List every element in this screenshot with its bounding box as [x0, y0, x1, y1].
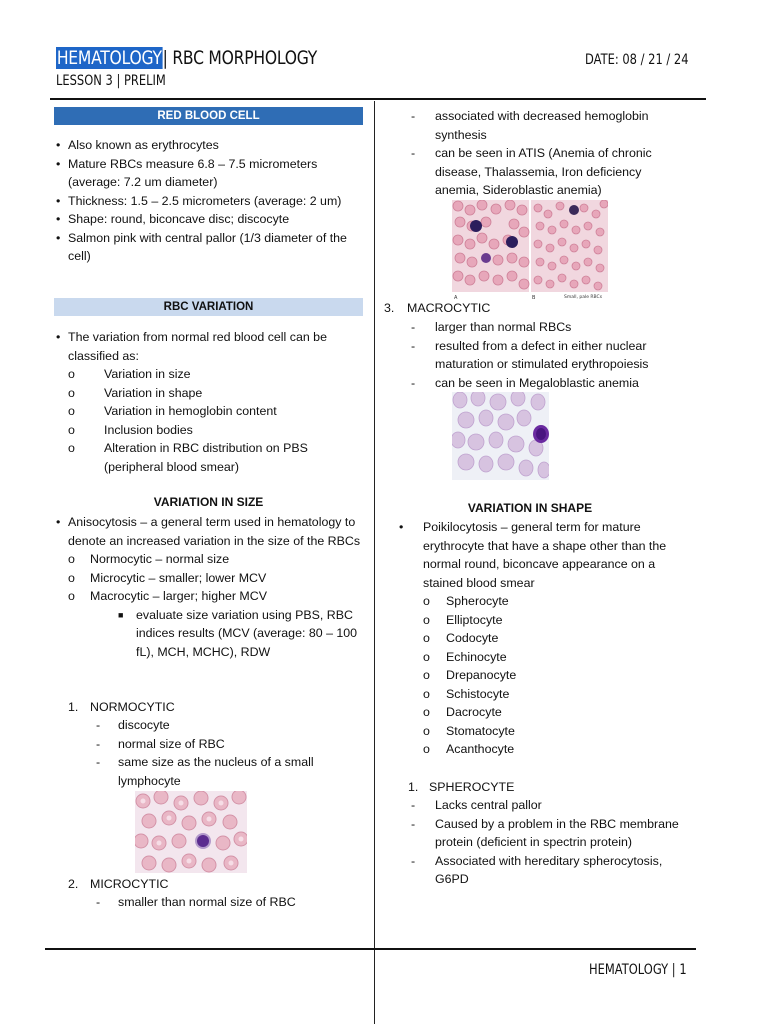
header-rule [50, 98, 706, 100]
circle-bullet-icon: o [423, 631, 430, 645]
rbc-bullet-list [56, 136, 362, 266]
microcytic-list [96, 893, 336, 912]
bullet-icon: • [399, 520, 404, 534]
list-item: - can be seen in Megaloblastic anemia [411, 374, 681, 393]
list-item: - Lacks central pallor [411, 796, 681, 815]
list-item: - associated with decreased hemoglobin synthesis [411, 109, 649, 142]
macrocytic-list [411, 318, 681, 392]
circle-bullet-icon: o [68, 570, 75, 585]
bullet-icon: • [56, 230, 61, 245]
red-blood-cell-heading: RED BLOOD CELL [54, 107, 363, 125]
dash-icon: - [411, 146, 416, 160]
list-item: o Codocyte [399, 629, 689, 648]
page-title [56, 47, 317, 69]
list-item: o Elliptocyte [399, 611, 689, 630]
lesson-subtitle: LESSON 3 | PRELIM [56, 73, 166, 89]
microcytic-continued-list [411, 107, 671, 200]
circle-bullet-icon: o [68, 404, 75, 418]
list-item: - discocyte [96, 716, 336, 735]
circle-bullet-icon: o [68, 367, 75, 381]
spherocyte-list [411, 796, 681, 889]
bullet-icon: • [56, 330, 61, 344]
circle-bullet-icon: o [423, 705, 430, 719]
circle-bullet-icon: o [68, 441, 75, 455]
list-item: o Spherocyte [399, 592, 689, 611]
title-rest: | RBC MORPHOLOGY [162, 47, 318, 69]
list-item: - larger than normal RBCs [411, 318, 681, 337]
list-item: o Macrocytic – larger; higher MCV [56, 587, 364, 606]
list-item: ■ evaluate size variation using PBS, RBC indices results (MCV (average: 80 – 100 fL), MCH, MCHC), RDW [118, 607, 358, 659]
rbc-variation-heading: RBC VARIATION [54, 298, 363, 316]
list-item: o Dacrocyte [399, 703, 689, 722]
dash-icon: - [411, 816, 416, 831]
list-item: • The variation from normal red blood cell can be classified as: [56, 330, 327, 363]
circle-bullet-icon: o [68, 385, 75, 400]
dash-icon: - [411, 338, 416, 353]
list-item: - same size as the nucleus of a small lymphocyte [96, 755, 314, 788]
list-item: o Acanthocyte [399, 740, 689, 759]
list-item: o Normocytic – normal size [56, 550, 364, 569]
spherocyte-number: 1. [408, 780, 419, 794]
size-list [56, 513, 364, 661]
caption-a: A [454, 295, 458, 300]
list-item: - Caused by a problem in the RBC membrane protein (deficient in spectrin protein) [411, 816, 679, 849]
dash-icon: - [96, 718, 101, 732]
caption-b: B [532, 295, 536, 300]
footer-rule [45, 948, 696, 950]
list-item: • Anisocytosis – a general term used in hematology to denote an increased variation in the size of the RBCs [56, 515, 361, 548]
circle-bullet-icon: o [423, 594, 430, 608]
dash-icon: - [411, 853, 416, 868]
list-item: o Echinocyte [399, 648, 689, 667]
list-item: • Poikilocytosis – general term for mature erythrocyte that have a shape other than the normal round, biconcave appearance on a stained blood smear [399, 520, 667, 590]
dash-icon: - [96, 895, 101, 909]
list-item: - smaller than normal size of RBC [96, 893, 336, 912]
column-divider [374, 101, 375, 1024]
shape-list [399, 518, 689, 759]
list-item: o Inclusion bodies [56, 421, 362, 440]
list-item: - can be seen in ATIS (Anemia of chronic disease, Thalassemia, Iron deficiency anemia, Sideroblastic anemia) [411, 146, 652, 197]
list-item: - normal size of RBC [96, 735, 336, 754]
circle-bullet-icon: o [68, 589, 75, 603]
circle-bullet-icon: o [423, 742, 430, 756]
macrocytic-smear-image [452, 392, 549, 480]
list-item: o Variation in shape [56, 384, 362, 403]
circle-bullet-icon: o [423, 649, 430, 664]
list-item: o Stomatocyte [399, 722, 689, 741]
title-highlight: HEMATOLOGY [56, 47, 162, 69]
normocytic-list [96, 716, 336, 790]
dash-icon: - [96, 736, 101, 751]
caption-small-pale: Small, pale RBCs [564, 295, 603, 300]
normocytic-smear-image [135, 791, 247, 873]
microcytic-heading: MICROCYTIC [90, 877, 169, 891]
bullet-icon: • [56, 138, 61, 152]
circle-bullet-icon: o [423, 668, 430, 682]
circle-bullet-icon: o [423, 723, 430, 738]
circle-bullet-icon: o [68, 552, 75, 566]
normocytic-heading: NORMOCYTIC [90, 700, 175, 714]
list-item: - Associated with hereditary spherocytosis, G6PD [411, 853, 663, 886]
dash-icon: - [411, 320, 416, 334]
circle-bullet-icon: o [68, 422, 75, 437]
bullet-icon: • [56, 515, 61, 529]
list-item: • Salmon pink with central pallor (1/3 diameter of the cell) [56, 230, 347, 263]
list-item: • Also known as erythrocytes [56, 136, 362, 155]
circle-bullet-icon: o [423, 612, 430, 627]
dash-icon: - [96, 755, 101, 769]
square-bullet-icon: ■ [118, 609, 124, 620]
bullet-icon: • [56, 193, 61, 208]
microcytic-smear-image [452, 200, 608, 300]
variation-in-shape-heading: VARIATION IN SHAPE [467, 501, 593, 515]
list-item: o Variation in size [56, 365, 362, 384]
page-footer: HEMATOLOGY | 1 [589, 962, 687, 978]
list-item: o Drepanocyte [399, 666, 689, 685]
variation-in-size-heading: VARIATION IN SIZE [153, 495, 264, 509]
list-item: - resulted from a defect in either nuclear maturation or stimulated erythropoiesis [411, 338, 649, 371]
dash-icon: - [411, 375, 416, 390]
list-item: o Variation in hemoglobin content [56, 402, 362, 421]
list-item: o Alteration in RBC distribution on PBS (peripheral blood smear) [68, 441, 308, 474]
list-item: o Schistocyte [399, 685, 689, 704]
variation-list [56, 328, 362, 476]
dash-icon: - [411, 109, 416, 123]
normocytic-number: 1. [68, 700, 79, 714]
bullet-icon: • [56, 156, 61, 171]
dash-icon: - [411, 798, 416, 812]
circle-bullet-icon: o [423, 686, 430, 701]
list-item: • Thickness: 1.5 – 2.5 micrometers (average: 2 um) [56, 192, 362, 211]
list-item: o Microcytic – smaller; lower MCV [56, 569, 364, 588]
list-item: • Mature RBCs measure 6.8 – 7.5 micrometers (average: 7.2 um diameter) [56, 156, 318, 189]
spherocyte-heading: SPHEROCYTE [429, 780, 515, 794]
date-label: DATE: 08 / 21 / 24 [585, 52, 689, 68]
macrocytic-number: 3. [384, 301, 395, 315]
bullet-icon: • [56, 212, 61, 226]
microcytic-number: 2. [68, 877, 79, 891]
macrocytic-heading: MACROCYTIC [407, 301, 491, 315]
list-item: • Shape: round, biconcave disc; discocyte [56, 210, 362, 229]
